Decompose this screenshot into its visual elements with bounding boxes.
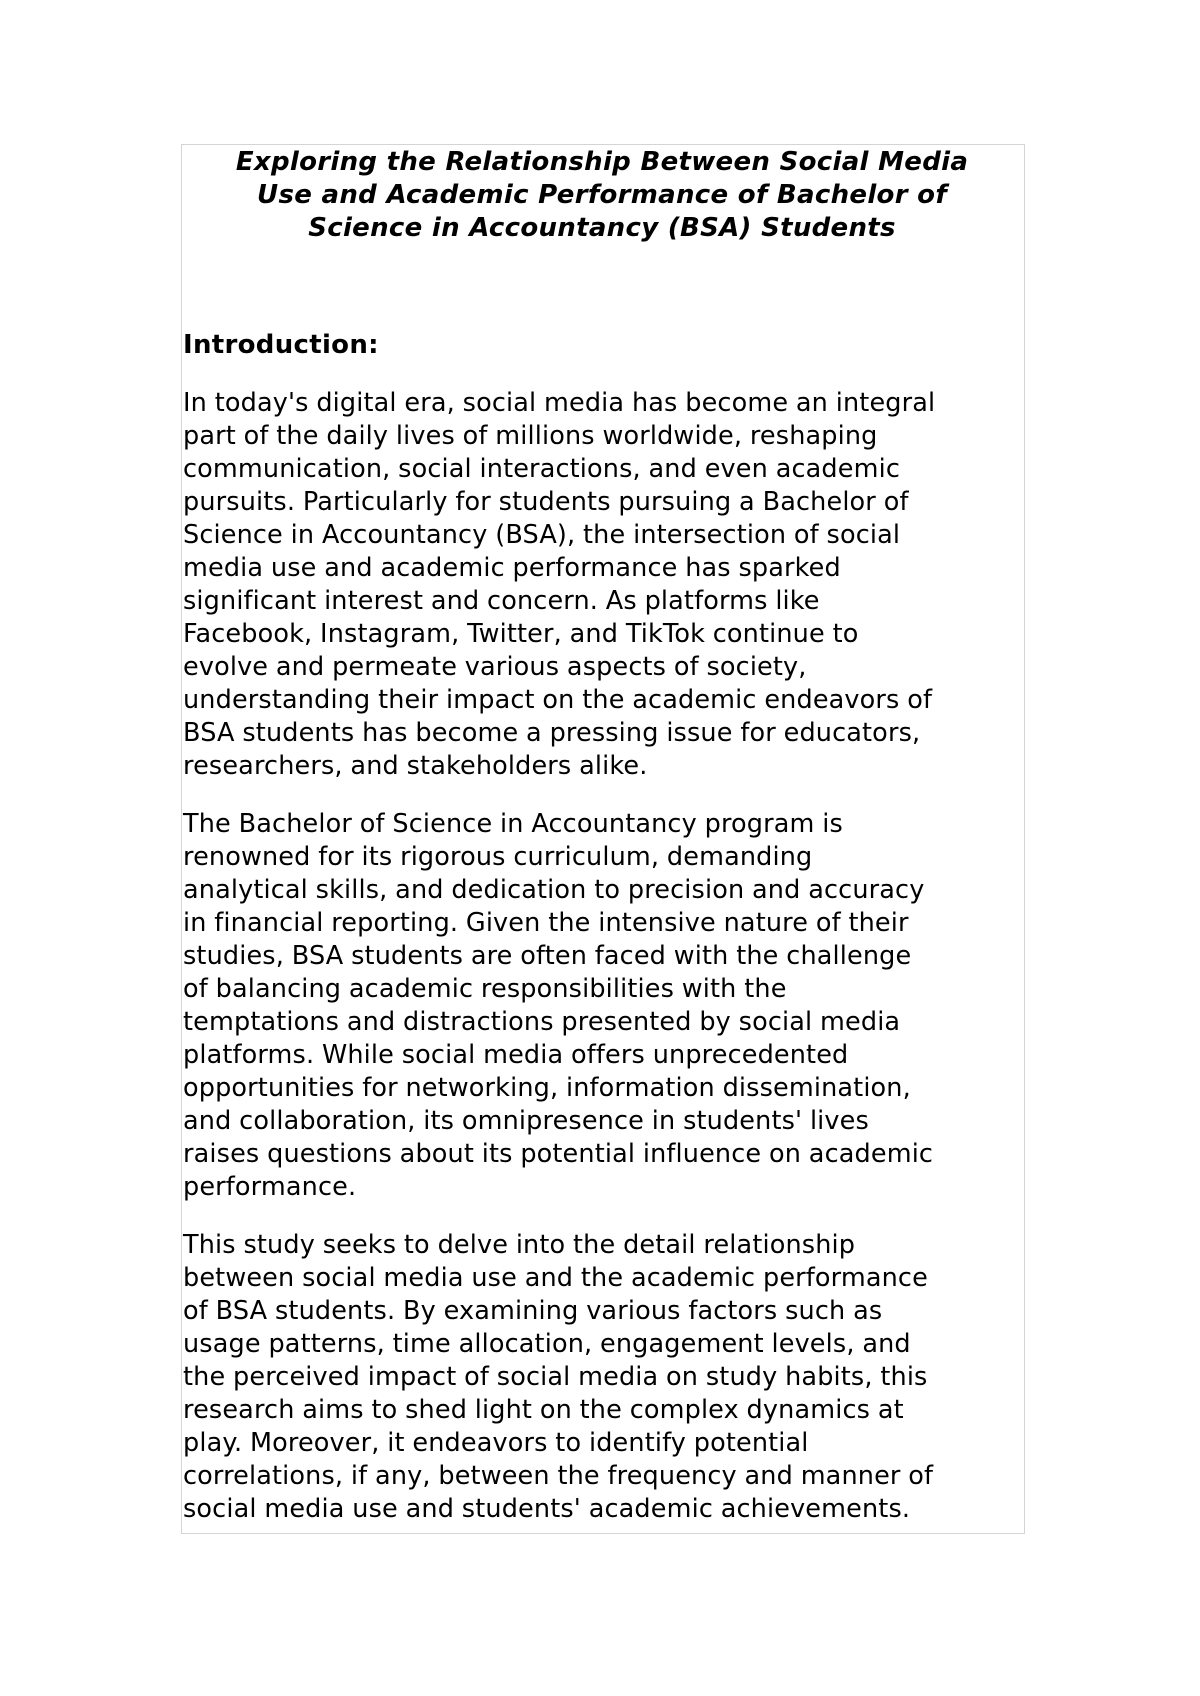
document-title [183,146,1021,245]
paragraph-line: BSA students has become a pressing issue for educators, [183,718,921,748]
paragraph-1 [183,387,1021,783]
paragraph-line: play. Moreover, it endeavors to identify potential [183,1428,809,1458]
paragraph-line: The Bachelor of Science in Accountancy program is [183,809,843,839]
paragraph-line: of balancing academic responsibilities with the [183,974,787,1004]
paragraph-line: Facebook, Instagram, Twitter, and TikTok continue to [183,619,859,649]
section-heading-introduction: Introduction: [183,330,379,360]
paragraph-line: significant interest and concern. As platforms like [183,586,820,616]
paragraph-line: temptations and distractions presented by social media [183,1007,901,1037]
paragraph-line: social media use and students' academic achievements. [183,1494,911,1524]
paragraph-line: research aims to shed light on the complex dynamics at [183,1395,904,1425]
paragraph-line: researchers, and stakeholders alike. [183,751,648,781]
paragraph-line: of BSA students. By examining various factors such as [183,1296,883,1326]
paragraph-line: understanding their impact on the academic endeavors of [183,685,933,715]
paragraph-line: analytical skills, and dedication to precision and accuracy [183,875,925,905]
paragraph-line: This study seeks to delve into the detail relationship [183,1230,856,1260]
paragraph-line: renowned for its rigorous curriculum, demanding [183,842,813,872]
paragraph-line: communication, social interactions, and even academic [183,454,900,484]
paragraph-line: performance. [183,1172,357,1202]
paragraph-line: evolve and permeate various aspects of society, [183,652,807,682]
paragraph-line: studies, BSA students are often faced with the challenge [183,941,912,971]
paragraph-3 [183,1229,1021,1526]
paragraph-line: pursuits. Particularly for students pursuing a Bachelor of [183,487,909,517]
paragraph-line: usage patterns, time allocation, engagement levels, and [183,1329,911,1359]
paragraph-line: opportunities for networking, information dissemination, [183,1073,911,1103]
paragraph-line: the perceived impact of social media on study habits, this [183,1362,928,1392]
title-line: Science in Accountancy (BSA) Students [308,213,896,243]
paragraph-line: and collaboration, its omnipresence in students' lives [183,1106,869,1136]
paragraph-line: between social media use and the academic performance [183,1263,928,1293]
title-line: Exploring the Relationship Between Social Media [235,147,969,177]
title-line: Use and Academic Performance of Bachelor of [257,180,947,210]
paragraph-line: platforms. While social media offers unprecedented [183,1040,849,1070]
paragraph-line: Science in Accountancy (BSA), the intersection of social [183,520,901,550]
paragraph-line: part of the daily lives of millions worldwide, reshaping [183,421,878,451]
paragraph-line: raises questions about its potential influence on academic [183,1139,934,1169]
paragraph-line: correlations, if any, between the frequency and manner of [183,1461,934,1491]
paragraph-line: in financial reporting. Given the intensive nature of their [183,908,909,938]
paragraph-line: media use and academic performance has sparked [183,553,841,583]
paragraph-2 [183,808,1021,1204]
paragraph-line: In today's digital era, social media has become an integral [183,388,936,418]
document-body [183,146,1021,1526]
